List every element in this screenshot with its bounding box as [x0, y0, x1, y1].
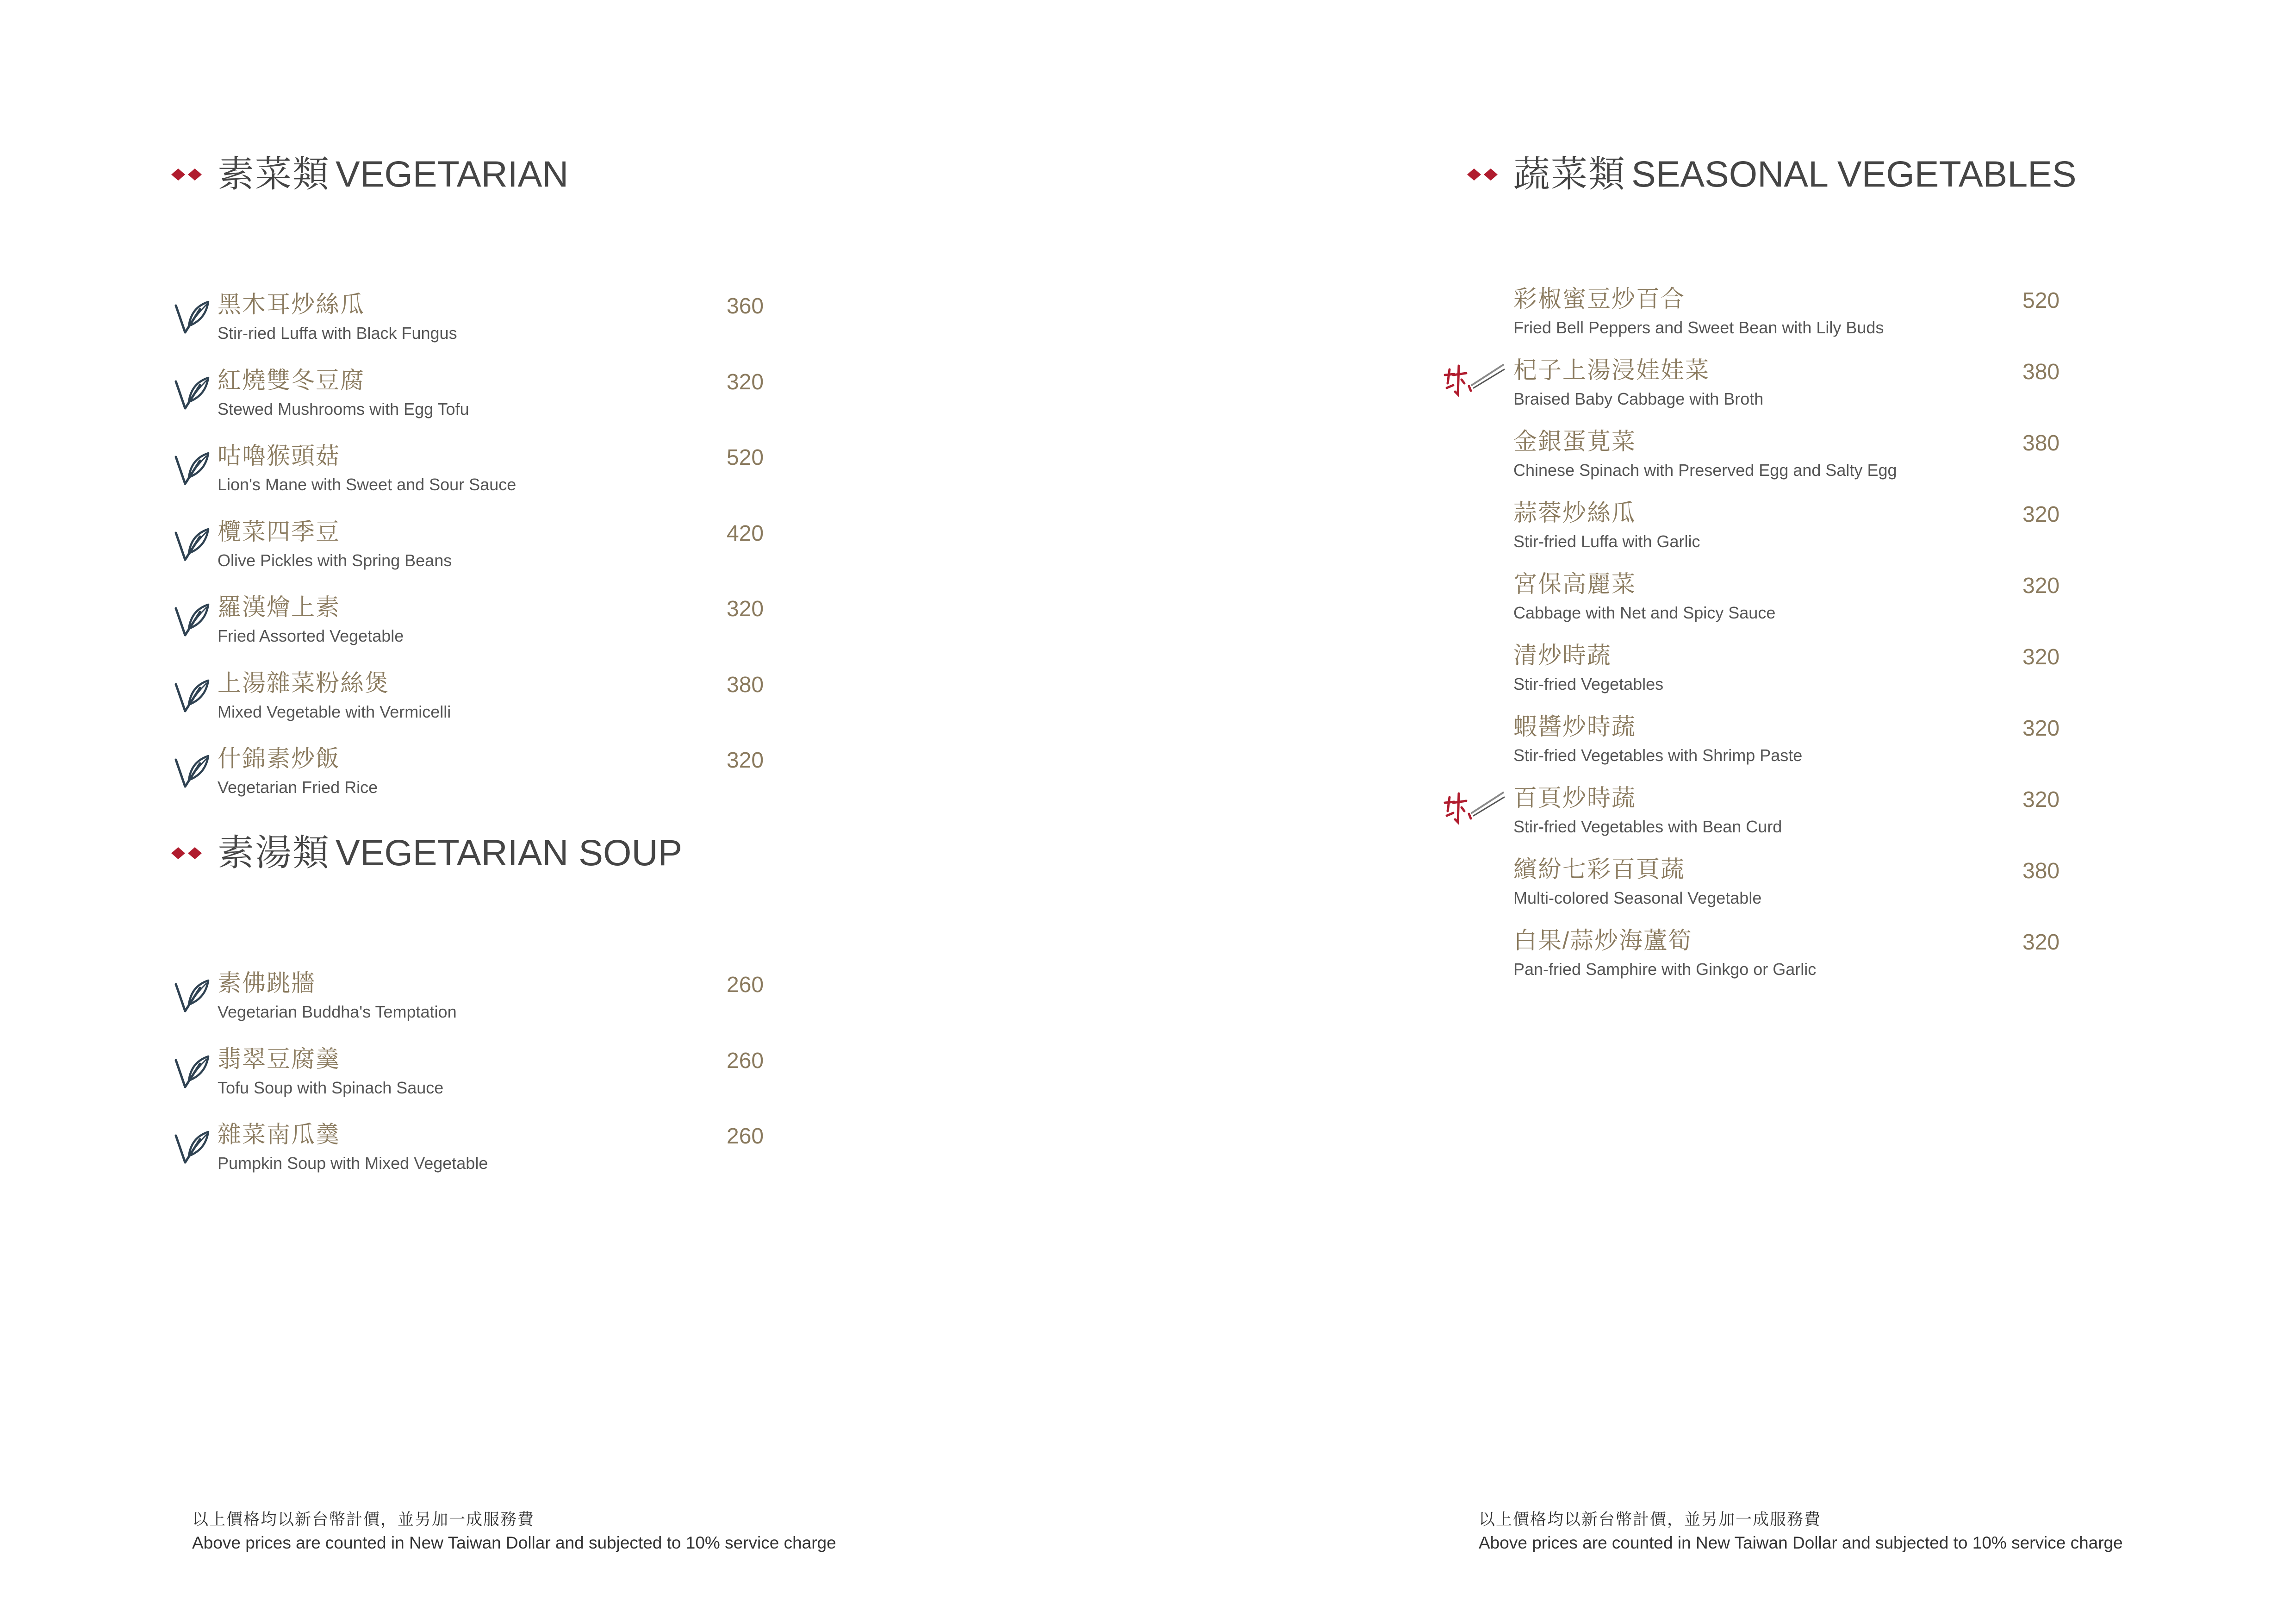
vegetarian-leaf-icon — [173, 450, 210, 487]
menu-item-price: 380 — [2022, 859, 2060, 883]
section-title-zh: 素菜類 — [218, 153, 330, 194]
price-footnote — [1479, 1508, 2123, 1555]
menu-item-name-zh: 蒜蓉炒絲瓜 — [1513, 500, 1636, 526]
vegetarian-leaf-icon — [173, 602, 210, 639]
menu-item-price: 520 — [2022, 288, 2060, 313]
price-footnote — [192, 1508, 836, 1555]
menu-item-name-en: Tofu Soup with Spinach Sauce — [218, 1078, 444, 1097]
menu-item-name-zh: 咕嚕猴頭菇 — [218, 443, 341, 469]
menu-item-price: 260 — [727, 1048, 764, 1073]
section-header — [218, 825, 819, 881]
menu-item — [1513, 425, 2115, 490]
section-title — [218, 825, 682, 881]
menu-item — [1513, 710, 2115, 775]
menu-item — [218, 667, 819, 731]
menu-item-name-en: Braised Baby Cabbage with Broth — [1513, 389, 1764, 408]
menu-item-name-en: Olive Pickles with Spring Beans — [218, 550, 452, 570]
section-title — [1513, 146, 2077, 202]
section-header — [1513, 146, 2208, 202]
menu-item-name-en: Multi-colored Seasonal Vegetable — [1513, 888, 1762, 907]
menu-item — [1513, 853, 2115, 918]
menu-item-price: 320 — [727, 597, 764, 621]
menu-item-price: 420 — [727, 521, 764, 546]
footnote-zh: 以上價格均以新台幣計價，並另加一成服務費 — [192, 1511, 535, 1529]
menu-item-name-zh: 杞子上湯浸娃娃菜 — [1513, 357, 1710, 383]
menu-item-name-en: Stir-ried Luffa with Black Fungus — [218, 324, 457, 343]
vegetarian-leaf-icon — [173, 299, 210, 336]
section-title-en: VEGETARIAN — [336, 153, 569, 194]
menu-item — [1513, 568, 2115, 632]
menu-item-price: 320 — [2022, 930, 2060, 955]
menu-item-price: 320 — [2022, 502, 2060, 527]
menu-item — [1513, 354, 2115, 418]
menu-item-name-en: Stir-fried Vegetables — [1513, 675, 1664, 693]
menu-item-name-en: Vegetarian Buddha's Temptation — [218, 1002, 457, 1021]
vegetarian-leaf-icon — [173, 526, 210, 563]
menu-item-name-en: Stir-fried Luffa with Garlic — [1513, 532, 1700, 551]
menu-item-price: 320 — [2022, 787, 2060, 812]
menu-item — [1513, 496, 2115, 561]
menu-item-name-zh: 黑木耳炒絲瓜 — [218, 291, 365, 318]
chef-recommend-icon — [1443, 783, 1506, 830]
menu-item — [1513, 924, 2115, 989]
menu-item-name-zh: 素佛跳牆 — [218, 970, 316, 996]
menu-item-price: 380 — [727, 672, 764, 697]
menu-item-price: 260 — [727, 973, 764, 997]
menu-item-price: 380 — [2022, 360, 2060, 384]
footnote-en: Above prices are counted in New Taiwan Dollar and subjected to 10% service charge — [1479, 1533, 2123, 1552]
section-title-en: VEGETARIAN SOUP — [336, 832, 683, 873]
menu-item-price: 320 — [2022, 574, 2060, 598]
menu-item — [1513, 282, 2115, 347]
vegetarian-leaf-icon — [173, 753, 210, 790]
chef-recommend-icon — [1443, 356, 1506, 402]
section-title-en: SEASONAL VEGETABLES — [1631, 153, 2077, 194]
menu-item-name-zh: 百頁炒時蔬 — [1513, 785, 1636, 811]
menu-item-name-zh: 蝦醬炒時蔬 — [1513, 713, 1636, 740]
menu-item-name-zh: 白果/蒜炒海蘆筍 — [1513, 927, 1693, 954]
menu-item-name-zh: 翡翠豆腐羹 — [218, 1045, 341, 1072]
menu-item-name-en: Stir-fried Vegetables with Shrimp Paste — [1513, 746, 1803, 765]
menu-item-name-en: Vegetarian Fried Rice — [218, 778, 378, 797]
menu-item-price: 520 — [727, 445, 764, 470]
vegetarian-leaf-icon — [173, 678, 210, 715]
menu-page-right — [1148, 0, 2296, 1624]
vegetarian-leaf-icon — [173, 1054, 210, 1091]
red-diamonds-icon — [171, 846, 205, 860]
menu-item-name-en: Stewed Mushrooms with Egg Tofu — [218, 399, 469, 418]
vegetarian-leaf-icon — [173, 375, 210, 412]
menu-item-name-en: Chinese Spinach with Preserved Egg and Salty Egg — [1513, 461, 1897, 480]
menu-item-name-en: Pan-fried Samphire with Ginkgo or Garlic — [1513, 960, 1817, 979]
menu-item-name-en: Stir-fried Vegetables with Bean Curd — [1513, 817, 1782, 836]
vegetarian-leaf-icon — [173, 1129, 210, 1166]
section-title-zh: 蔬菜類 — [1513, 153, 1626, 194]
menu-item-name-en: Lion's Mane with Sweet and Sour Sauce — [218, 475, 516, 494]
menu-item — [218, 742, 819, 807]
menu-item-price: 320 — [727, 369, 764, 394]
footnote-zh: 以上價格均以新台幣計價，並另加一成服務費 — [1479, 1511, 1822, 1529]
menu-item-name-en: Mixed Vegetable with Vermicelli — [218, 702, 451, 721]
menu-item-name-zh: 紅燒雙冬豆腐 — [218, 367, 365, 394]
menu-item-name-zh: 雜菜南瓜羹 — [218, 1121, 341, 1148]
menu-item-price: 360 — [727, 294, 764, 319]
menu-item-name-zh: 什錦素炒飯 — [218, 745, 341, 772]
red-diamonds-icon — [1467, 168, 1500, 181]
menu-item-price: 260 — [727, 1124, 764, 1149]
section-title-zh: 素湯類 — [218, 832, 330, 873]
menu-item-price: 380 — [2022, 431, 2060, 456]
menu-item-price: 320 — [727, 748, 764, 773]
footnote-en: Above prices are counted in New Taiwan Dollar and subjected to 10% service charge — [192, 1533, 836, 1552]
menu-item-price: 320 — [2022, 716, 2060, 741]
menu-item-name-zh: 上湯雜菜粉絲煲 — [218, 669, 390, 696]
menu-item-price: 320 — [2022, 645, 2060, 669]
menu-item — [1513, 781, 2115, 846]
vegetarian-leaf-icon — [173, 978, 210, 1015]
menu-item — [218, 364, 819, 429]
menu-item — [1513, 639, 2115, 704]
menu-item-name-zh: 欖菜四季豆 — [218, 518, 341, 545]
section-header — [218, 146, 819, 202]
menu-item-name-zh: 金銀蛋莧菜 — [1513, 428, 1636, 455]
menu-item — [218, 591, 819, 656]
section-title — [218, 146, 568, 202]
menu-item-name-en: Fried Bell Peppers and Sweet Bean with Lily Buds — [1513, 318, 1884, 337]
menu-item-name-en: Cabbage with Net and Spicy Sauce — [1513, 603, 1776, 622]
menu-item-name-zh: 羅漢燴上素 — [218, 594, 341, 620]
menu-item — [218, 1043, 819, 1107]
menu-item-name-zh: 繽紛七彩百頁蔬 — [1513, 856, 1686, 882]
menu-item — [218, 515, 819, 580]
menu-item-name-zh: 宮保高麗菜 — [1513, 571, 1636, 597]
menu-item-name-en: Fried Assorted Vegetable — [218, 626, 404, 645]
seasonal-vegetables-section — [1513, 146, 2208, 979]
menu-item-name-en: Pumpkin Soup with Mixed Vegetable — [218, 1154, 488, 1173]
menu-item — [218, 1118, 819, 1183]
menu-item — [218, 967, 819, 1031]
menu-item-name-zh: 清炒時蔬 — [1513, 642, 1612, 668]
vegetarian-section — [218, 146, 819, 797]
menu-item — [218, 288, 819, 353]
menu-item-name-zh: 彩椒蜜豆炒百合 — [1513, 286, 1686, 312]
vegetarian-soup-section — [218, 825, 819, 1173]
menu-item — [218, 439, 819, 504]
red-diamonds-icon — [171, 168, 205, 181]
